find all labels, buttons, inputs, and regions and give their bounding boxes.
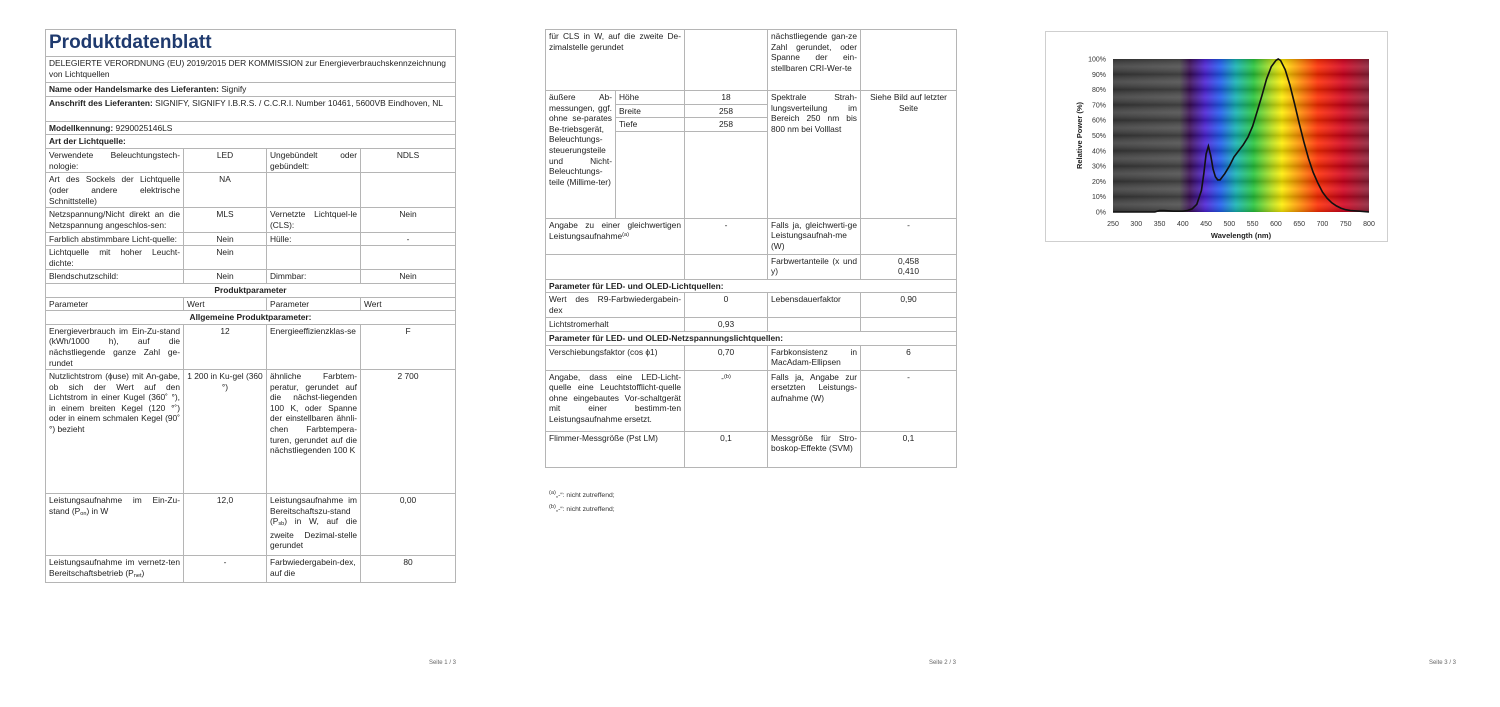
page-number: Seite 2 / 3 xyxy=(928,660,956,666)
on-mode-power-label: Leistungsaufnahme im Ein-Zu-stand (Pon) in W xyxy=(46,494,184,556)
y-tick-label: 10% xyxy=(1091,194,1106,202)
high-luminance-value: Nein xyxy=(184,246,267,270)
regulation-subtitle: DELEGIERTE VERORDNUNG (EU) 2019/2015 DER KOMMISSION zur Energieverbrauchskennzeichnung von Lichtquellen xyxy=(46,57,456,83)
luminous-flux-label: Nutzlichtstrom (ɸuse) mit An-gabe, ob sich der Wert auf den Lichtstrom in einer Kugel (360˚ °), in einem breiten Kegel (120 °˚) oder in einem schmalen Kegel (90˚ °) bezieht xyxy=(46,370,184,494)
x-tick-label: 800 xyxy=(1363,221,1375,228)
empty-cell xyxy=(267,246,361,270)
datasheet-page-1 xyxy=(0,0,500,707)
networked-standby-value: - xyxy=(184,556,267,583)
energy-consumption-value: 12 xyxy=(184,324,267,369)
replacement-watt-value: - xyxy=(861,370,957,431)
empty-cell xyxy=(685,254,768,279)
y-tick-label: 100% xyxy=(1088,56,1106,64)
chromaticity-value: 0,458 0,410 xyxy=(861,254,957,279)
grid-band xyxy=(1113,90,1369,105)
replacement-label: Angabe, dass eine LED-Licht-quelle eine Leuchtstofflicht-quelle ohne eingebautes Vor-schaltgerät mit einer bestimm-ten Leistungsaufnahme ersetzt. xyxy=(546,370,685,431)
equivalent-watt-label: Falls ja, gleichwerti-ge Leistungsaufnah-me (W) xyxy=(768,218,861,254)
supplier-row xyxy=(46,83,456,97)
empty-cell xyxy=(267,173,361,208)
height-label: Höhe xyxy=(616,91,685,105)
x-tick-label: 650 xyxy=(1293,221,1306,228)
col-header-value: Wert xyxy=(361,297,456,311)
lighting-technology-value: LED xyxy=(184,149,267,173)
grid-band xyxy=(1113,166,1369,181)
envelope-value: - xyxy=(361,232,456,246)
grid-band xyxy=(1113,74,1369,89)
model-row xyxy=(46,121,456,135)
connected-label: Vernetzte Lichtquel-le (CLS): xyxy=(267,208,361,232)
displacement-factor-value: 0,70 xyxy=(685,345,768,370)
r9-label: Wert des R9-Farbwiedergabein-dex xyxy=(546,293,685,318)
x-tick-label: 300 xyxy=(1130,221,1143,228)
cri-label: Farbwiedergabein-dex, auf die xyxy=(267,556,361,583)
mains-led-params-heading: Parameter für LED- und OLED-Netzspannungslichtquellen: xyxy=(546,331,957,345)
x-tick-label: 400 xyxy=(1176,221,1189,228)
grid-band xyxy=(1113,120,1369,135)
page-number: Seite 1 / 3 xyxy=(428,660,456,666)
on-mode-power-value: 12,0 xyxy=(184,494,267,556)
empty-cell xyxy=(768,318,861,332)
mains-label: Netzspannung/Nicht direkt an die Netzspannung angeschlos-sen: xyxy=(46,208,184,232)
stroboscopic-value: 0,1 xyxy=(861,431,957,467)
displacement-factor-label: Verschiebungsfaktor (cos ϕ1) xyxy=(546,345,685,370)
footnote-b: $^{(b)}$„-“: nicht zutreffend; xyxy=(549,504,615,513)
flicker-label: Flimmer-Messgröße (Pst LM) xyxy=(546,431,685,467)
x-tick-label: 750 xyxy=(1339,221,1352,228)
equivalent-power-value: - xyxy=(685,218,768,254)
led-params-heading: Parameter für LED- und OLED-Lichtquellen: xyxy=(546,279,957,293)
cri-value: 80 xyxy=(361,556,456,583)
energy-consumption-label: Energieverbrauch im Ein-Zu-stand (kWh/1000 h), auf die nächstliegende ganze Zahl ge-rundet xyxy=(46,324,184,369)
replacement-watt-label: Falls ja, Angabe zur ersetzten Leistungs-aufnahme (W) xyxy=(768,370,861,431)
y-tick-label: 40% xyxy=(1091,148,1106,156)
light-source-type-heading: Art der Lichtquelle: xyxy=(46,135,456,149)
networked-standby-label: Leistungsaufnahme im vernetz-ten Bereitschaftsbetrieb (Pnet) xyxy=(46,556,184,583)
x-axis-label: Wavelength (nm) xyxy=(1210,231,1272,240)
empty-cell xyxy=(861,318,957,332)
width-value: 258 xyxy=(685,104,768,118)
address-value: SIGNIFY, SIGNIFY I.B.R.S. / C.C.R.I. Number 10461, 5600VB Eindhoven, NL xyxy=(155,97,443,108)
width-label: Breite xyxy=(616,104,685,118)
grid-band xyxy=(1113,197,1369,212)
survival-factor-value: 0,90 xyxy=(861,293,957,318)
mains-value: MLS xyxy=(184,208,267,232)
spectral-chart-frame xyxy=(1045,31,1388,242)
x-tick-label: 600 xyxy=(1270,221,1282,228)
lighting-technology-label: Verwendete Beleuchtungstech-nologie: xyxy=(46,149,184,173)
standby-power-value: 0,00 xyxy=(361,494,456,556)
general-params-heading: Allgemeine Produktparameter: xyxy=(46,311,456,325)
glare-shield-value: Nein xyxy=(184,270,267,284)
tunable-label: Farblich abstimmbare Licht-quelle: xyxy=(46,232,184,246)
color-consistency-label: Farbkonsistenz in MacAdam-Ellipsen xyxy=(768,345,861,370)
envelope-label: Hülle: xyxy=(267,232,361,246)
glare-shield-label: Blendschutzschild: xyxy=(46,270,184,284)
spectral-distribution-value: Siehe Bild auf letzter Seite xyxy=(861,91,957,219)
supplier-value: Signify xyxy=(221,84,247,94)
bundled-label: Ungebündelt oder gebündelt: xyxy=(267,149,361,173)
depth-value: 258 xyxy=(685,118,768,132)
empty-cell xyxy=(685,30,768,91)
datasheet-table-page-2 xyxy=(545,29,957,468)
socket-label: Art des Sockels der Lichtquelle (oder andere elektrische Schnittstelle) xyxy=(46,173,184,208)
replacement-value: -$^{(b)}$ xyxy=(685,370,768,431)
grid-band xyxy=(1113,59,1369,74)
energy-class-value: F xyxy=(361,324,456,369)
color-consistency-value: 6 xyxy=(861,345,957,370)
grid-band xyxy=(1113,181,1369,196)
equivalent-power-label: Angabe zu einer gleichwertigen Leistungsaufnahme$^{(a)}$ xyxy=(546,218,685,254)
grid-band xyxy=(1113,151,1369,166)
cri-continuation: nächstliegende gan-ze Zahl gerundet, oder Spanne der ein-stellbaren CRI-Wer-te xyxy=(768,30,861,91)
bundled-value: NDLS xyxy=(361,149,456,173)
y-axis-label: Relative Power (%) xyxy=(1075,101,1084,170)
spectral-distribution-label: Spektrale Strah-lungsverteilung im Bereich 250 nm bis 800 nm bei Volllast xyxy=(768,91,861,219)
flicker-value: 0,1 xyxy=(685,431,768,467)
model-value: 9290025146LS xyxy=(115,122,173,133)
address-label: Anschrift des Lieferanten: xyxy=(49,97,153,108)
y-tick-label: 80% xyxy=(1091,87,1106,95)
empty-cell xyxy=(861,30,957,91)
x-tick-label: 250 xyxy=(1107,221,1119,228)
chromaticity-label: Farbwertanteile (x und y) xyxy=(768,254,861,279)
standby-continuation: für CLS in W, auf die zweite De-zimalstelle gerundet xyxy=(546,30,685,91)
cct-label: ähnliche Farbtem-peratur, gerundet auf die nächst-liegenden 100 K, oder Spanne der einstellbaren ähnli-chen Farbtempera-turen, gerundet auf die nächstliegenden 100 K xyxy=(267,370,361,494)
col-header-value: Wert xyxy=(184,297,267,311)
stroboscopic-label: Messgröße für Stro-boskop-Effekte (SVM) xyxy=(768,431,861,467)
high-luminance-label: Lichtquelle mit hoher Leucht-dichte: xyxy=(46,246,184,270)
x-tick-label: 550 xyxy=(1246,221,1259,228)
connected-value: Nein xyxy=(361,208,456,232)
x-tick-label: 350 xyxy=(1153,221,1166,228)
x-tick-label: 700 xyxy=(1316,221,1329,228)
r9-value: 0 xyxy=(685,293,768,318)
spectral-power-chart xyxy=(1046,32,1387,241)
x-tick-label: 500 xyxy=(1223,221,1236,228)
empty-cell xyxy=(685,131,768,218)
dimmable-value: Nein xyxy=(361,270,456,284)
survival-factor-label: Lebensdauerfaktor xyxy=(768,293,861,318)
energy-class-label: Energieeffizienzklas-se xyxy=(267,324,361,369)
col-header-param: Parameter xyxy=(46,297,184,311)
tunable-value: Nein xyxy=(184,232,267,246)
empty-cell xyxy=(361,246,456,270)
page-number: Seite 3 / 3 xyxy=(1428,660,1456,666)
depth-label: Tiefe xyxy=(616,118,685,132)
model-label: Modellkennung: xyxy=(49,122,114,133)
footnote-a: $^{(a)}$„-“: nicht zutreffend; xyxy=(549,490,615,499)
y-tick-label: 30% xyxy=(1091,163,1106,171)
product-params-heading: Produktparameter xyxy=(46,283,456,297)
y-tick-label: 50% xyxy=(1091,133,1106,140)
dimmable-label: Dimmbar: xyxy=(267,270,361,284)
datasheet-page-3 xyxy=(1000,0,1500,707)
empty-cell xyxy=(361,173,456,208)
col-header-param: Parameter xyxy=(267,297,361,311)
standby-power-label: Leistungsaufnahme im Bereitschaftszu-stand (Psb) in W, auf die zweite Dezimal-stelle gerundet xyxy=(267,494,361,556)
address-row xyxy=(46,96,456,121)
empty-cell xyxy=(546,254,685,279)
luminous-flux-value: 1 200 in Ku-gel (360 °) xyxy=(184,370,267,494)
datasheet-table-page-1 xyxy=(45,29,456,583)
x-tick-label: 450 xyxy=(1200,221,1212,228)
y-tick-label: 60% xyxy=(1091,117,1106,125)
dimensions-label: äußere Ab-messungen, ggf. ohne se-parates Be-triebsgerät, Beleuchtungs-steuerungsteile und Nicht-Beleuchtungs-teile (Millime-ter) xyxy=(546,91,616,219)
page-title: Produktdatenblatt xyxy=(46,30,456,57)
y-tick-label: 20% xyxy=(1091,178,1106,186)
equivalent-watt-value: - xyxy=(861,218,957,254)
y-tick-label: 70% xyxy=(1091,102,1106,110)
empty-cell xyxy=(616,131,685,218)
height-value: 18 xyxy=(685,91,768,105)
supplier-label: Name oder Handelsmarke des Lieferanten: xyxy=(49,84,219,94)
datasheet-page-2 xyxy=(500,0,1000,707)
socket-value: NA xyxy=(184,173,267,208)
y-tick-label: 0% xyxy=(1095,209,1106,217)
lumen-maintenance-label: Lichtstromerhalt xyxy=(546,318,685,332)
lumen-maintenance-value: 0,93 xyxy=(685,318,768,332)
cct-value: 2 700 xyxy=(361,370,456,494)
y-tick-label: 90% xyxy=(1091,71,1106,79)
grid-band xyxy=(1113,105,1369,120)
